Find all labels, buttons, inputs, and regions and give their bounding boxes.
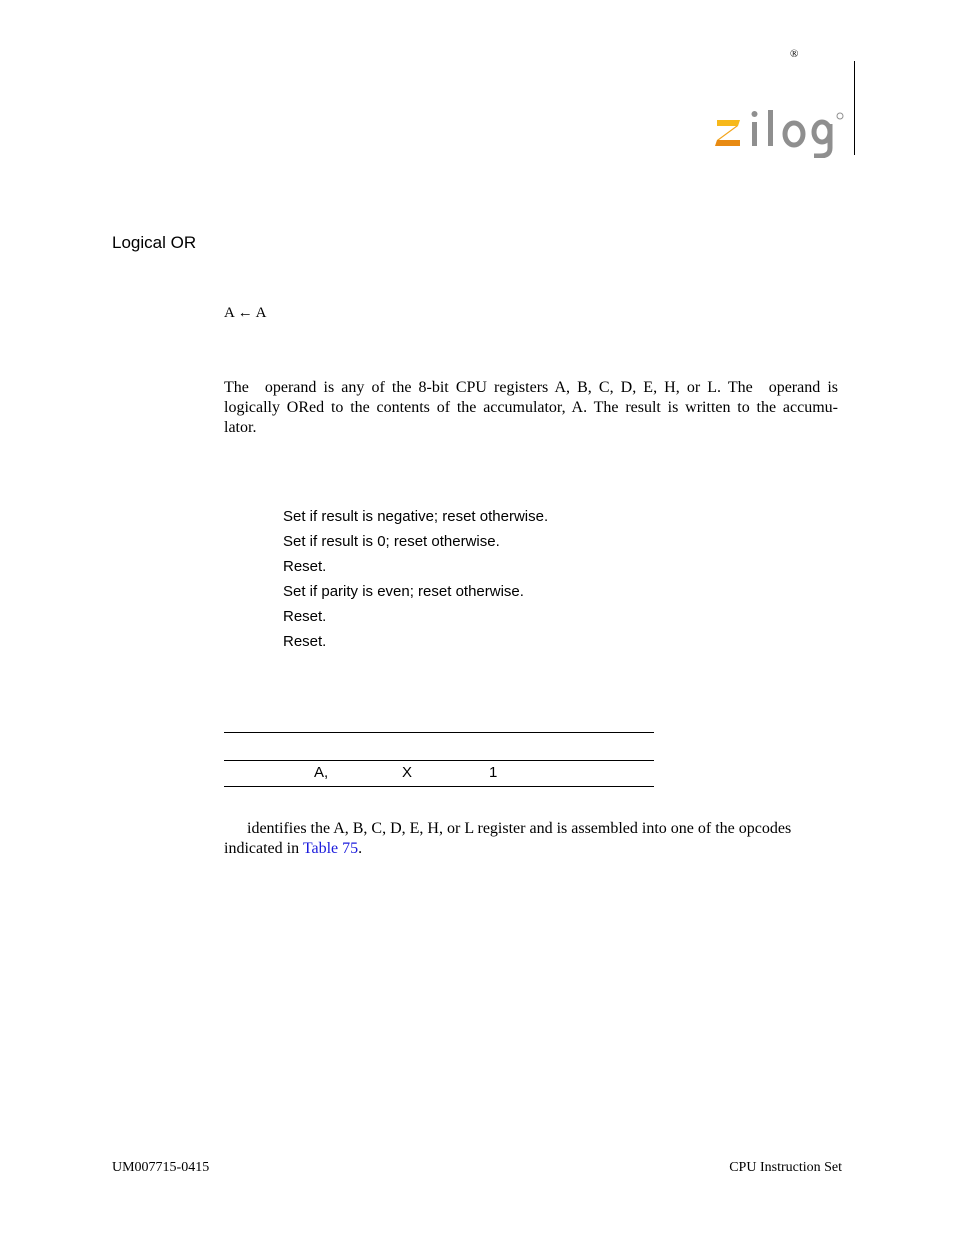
description-line-1 [224, 378, 838, 398]
description-text: operand is [768, 379, 839, 396]
table-header-rule [224, 760, 654, 761]
footer-doc-id: UM007715-0415 [112, 1160, 210, 1175]
table-cell: 1 [489, 764, 498, 781]
footer-chapter: CPU Instruction Set [729, 1160, 842, 1175]
condition-flags-list [283, 508, 548, 658]
header-divider [854, 61, 855, 155]
note-line-2-suffix: . [358, 840, 363, 857]
operation-formula: A ← A [224, 305, 267, 321]
flag-description: Reset. [283, 558, 327, 575]
logo-reg-circle [837, 113, 843, 119]
registered-mark: ® [790, 48, 799, 60]
table-75-link[interactable]: Table 75 [302, 840, 359, 857]
flag-description: Reset. [283, 608, 327, 625]
description-text: operand is any of the 8-bit CPU registers A, B, C, D, E, H, or L. The [264, 379, 753, 396]
flag-description: Set if parity is even; reset otherwise. [283, 583, 524, 600]
flag-description: Set if result is 0; reset otherwise. [283, 533, 500, 550]
section-title: Logical OR [112, 233, 197, 252]
table-top-rule [224, 732, 654, 733]
description-text: The [224, 379, 249, 396]
logo-i-dot [752, 111, 758, 117]
description-line-2: logically ORed to the contents of the accumulator, A. The result is written to the accumu- [224, 399, 838, 416]
note-line-2-prefix: indicated in [224, 840, 300, 857]
flag-description: Reset. [283, 633, 327, 650]
flag-description: Set if result is negative; reset otherwise. [283, 508, 549, 525]
logo-z-bottom [715, 140, 740, 146]
table-bottom-rule [224, 786, 654, 787]
logo-l [768, 110, 773, 146]
logo-z-top [717, 120, 740, 126]
logo-z-diag [717, 126, 738, 140]
note-line-1: identifies the A, B, C, D, E, H, or L register and is assembled into one of the opcodes [247, 820, 792, 837]
description-paragraph [224, 378, 838, 438]
logo-o [785, 123, 803, 145]
zilog-logo [714, 106, 844, 158]
table-cell: A, [314, 764, 329, 781]
table-cell: X [402, 764, 413, 781]
logo-i-stem [752, 122, 757, 146]
description-line-3: lator. [224, 419, 257, 436]
note-paragraph [224, 819, 838, 859]
